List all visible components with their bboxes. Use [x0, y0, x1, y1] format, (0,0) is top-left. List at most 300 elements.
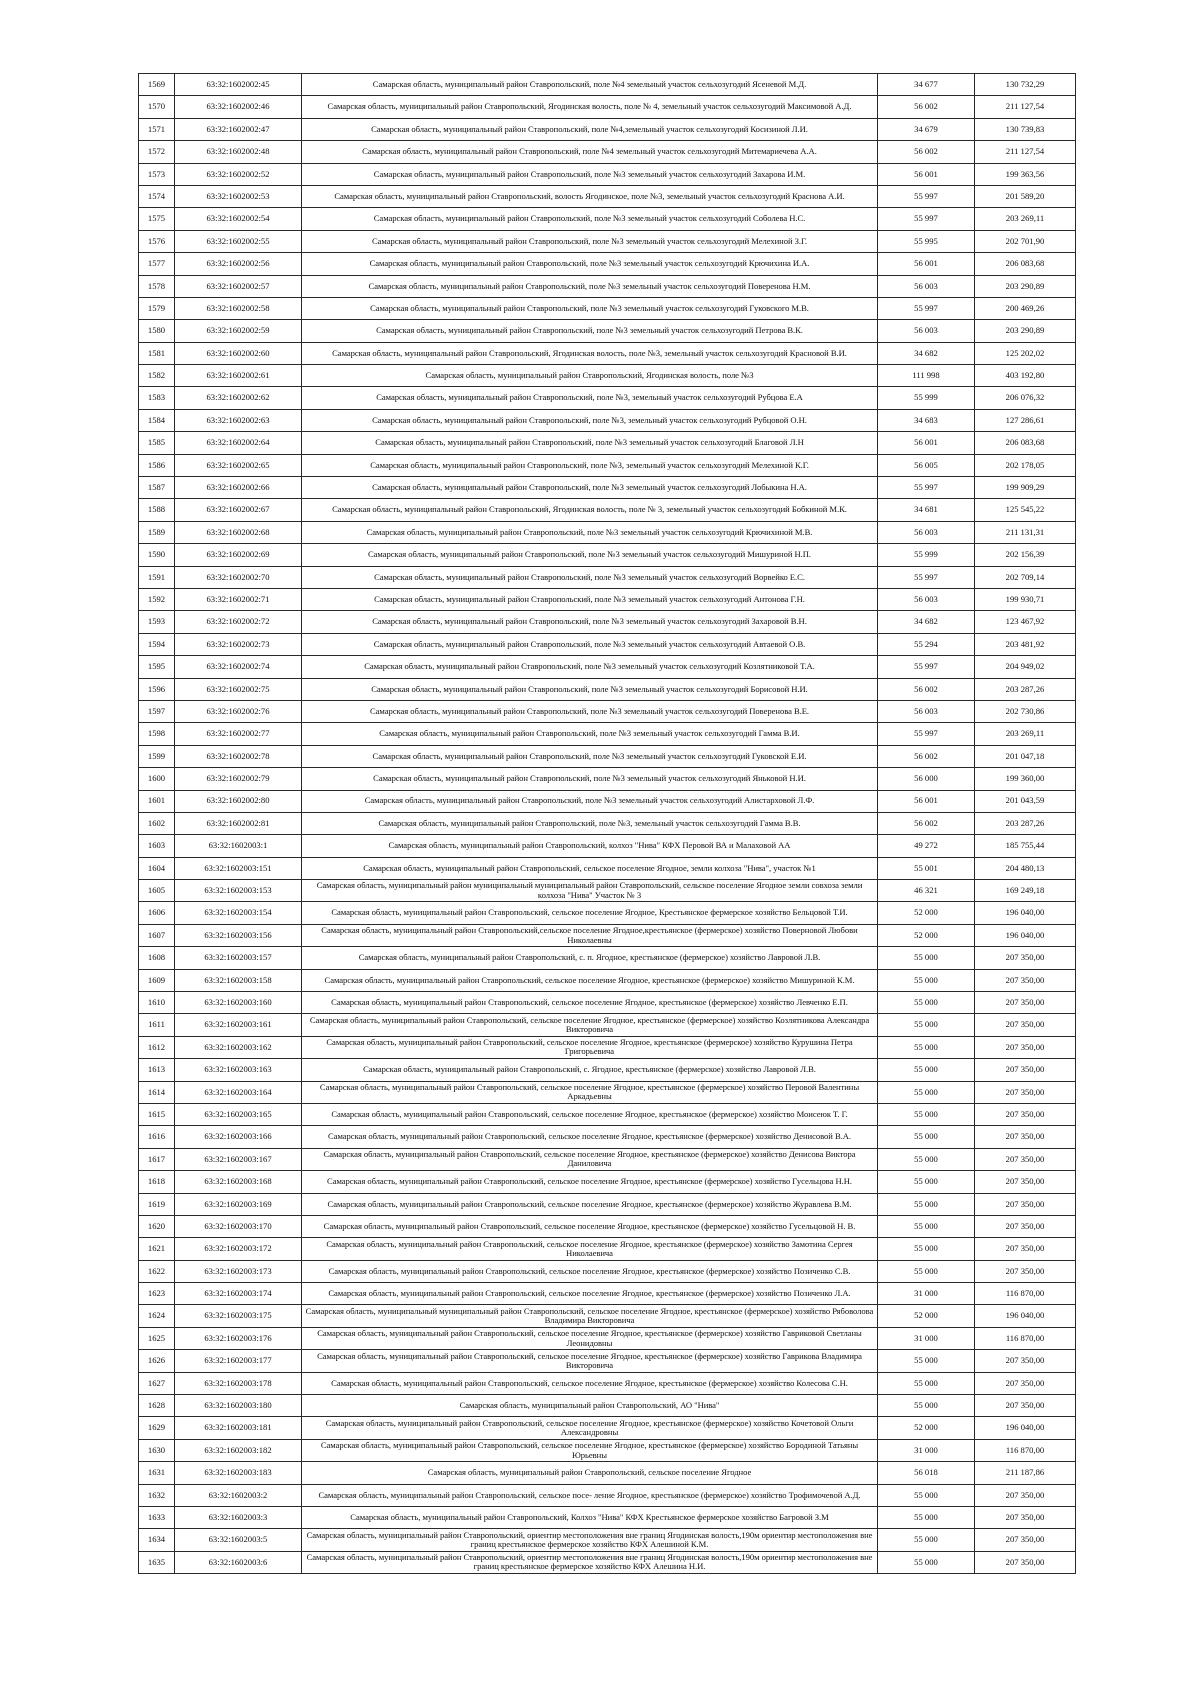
table-row	[139, 1462, 1076, 1484]
address-cell: Самарская область, муниципальный район Ставропольский, сельское поселение Ягодное, крестьянское (фермерское) хозяйство Позиченко Л.А.	[302, 1283, 878, 1305]
area-cell: 55 001	[878, 857, 975, 879]
cadastral-value-cell: 202 701,90	[975, 230, 1076, 252]
cadastral-number-cell: 63:32:1602003:160	[175, 992, 302, 1014]
cadastral-value-cell: 203 290,89	[975, 275, 1076, 297]
cadastral-number-cell: 63:32:1602003:169	[175, 1193, 302, 1215]
row-number-cell: 1624	[139, 1305, 175, 1327]
cadastral-number-cell: 63:32:1602002:45	[175, 74, 302, 96]
row-number-cell: 1598	[139, 723, 175, 745]
area-cell: 55 000	[878, 1215, 975, 1237]
cadastral-value-cell: 211 187,86	[975, 1462, 1076, 1484]
cadastral-number-cell: 63:32:1602003:170	[175, 1215, 302, 1237]
address-cell: Самарская область, муниципальный район Ставропольский, поле №3, земельный участок сельхозугодий Гамма В.В.	[302, 812, 878, 834]
cadastral-number-cell: 63:32:1602002:70	[175, 566, 302, 588]
cadastral-value-cell: 203 290,89	[975, 320, 1076, 342]
cadastral-number-cell: 63:32:1602002:67	[175, 499, 302, 521]
cadastral-number-cell: 63:32:1602002:76	[175, 700, 302, 722]
table-row	[139, 297, 1076, 319]
area-cell: 55 000	[878, 1171, 975, 1193]
cadastral-value-cell: 201 589,20	[975, 185, 1076, 207]
address-cell: Самарская область, муниципальный район Ставропольский, сельское поселение Ягодное, земли колхоза "Нива", участок №1	[302, 857, 878, 879]
table-row	[139, 745, 1076, 767]
address-cell: Самарская область, муниципальный район Ставропольский, поле №3 земельный участок сельхозугодий Крючихина И.А.	[302, 253, 878, 275]
cadastral-number-cell: 63:32:1602002:63	[175, 409, 302, 431]
area-cell: 56 002	[878, 812, 975, 834]
address-cell: Самарская область, муниципальный район Ставропольский, поле №3 земельный участок сельхозугодий Крючихиной М.В.	[302, 521, 878, 543]
cadastral-value-cell: 207 350,00	[975, 992, 1076, 1014]
row-number-cell: 1585	[139, 432, 175, 454]
row-number-cell: 1581	[139, 342, 175, 364]
row-number-cell: 1602	[139, 812, 175, 834]
cadastral-value-cell: 207 350,00	[975, 1148, 1076, 1170]
area-cell: 55 997	[878, 723, 975, 745]
cadastral-value-cell: 203 481,92	[975, 633, 1076, 655]
area-cell: 34 681	[878, 499, 975, 521]
table-row	[139, 1215, 1076, 1237]
cadastral-value-cell: 204 480,13	[975, 857, 1076, 879]
cadastral-number-cell: 63:32:1602003:1	[175, 835, 302, 857]
row-number-cell: 1629	[139, 1417, 175, 1439]
row-number-cell: 1577	[139, 253, 175, 275]
cadastral-number-cell: 63:32:1602003:167	[175, 1148, 302, 1170]
table-row	[139, 230, 1076, 252]
address-cell: Самарская область, муниципальный район Ставропольский, поле №3, земельный участок сельхозугодий Рубцовой О.Н.	[302, 409, 878, 431]
cadastral-value-cell: 196 040,00	[975, 1417, 1076, 1439]
address-cell: Самарская область, муниципальный район Ставропольский, с. п. Ягодное, крестьянское (фермерское) хозяйство Лавровой Л.В.	[302, 947, 878, 969]
cadastral-value-cell: 125 545,22	[975, 499, 1076, 521]
area-cell: 55 000	[878, 1238, 975, 1260]
address-cell: Самарская область, муниципальный район Ставропольский, Колхоз "Нива" КФХ Крестьянское фермерское хозяйство Багровой З.М	[302, 1507, 878, 1529]
row-number-cell: 1600	[139, 768, 175, 790]
table-row	[139, 880, 1076, 902]
cadastral-value-cell: 207 350,00	[975, 1193, 1076, 1215]
cadastral-number-cell: 63:32:1602002:74	[175, 656, 302, 678]
row-number-cell: 1572	[139, 141, 175, 163]
table-row	[139, 1395, 1076, 1417]
table-row	[139, 275, 1076, 297]
row-number-cell: 1575	[139, 208, 175, 230]
area-cell: 46 321	[878, 880, 975, 902]
area-cell: 55 000	[878, 1529, 975, 1551]
cadastral-number-cell: 63:32:1602003:183	[175, 1462, 302, 1484]
address-cell: Самарская область, муниципальный район Ставропольский, сельское поселение Ягодное, крестьянское (фермерское) хозяйство Гаврикова Владимира Викторовича	[302, 1350, 878, 1372]
area-cell: 55 997	[878, 208, 975, 230]
cadastral-value-cell: 203 269,11	[975, 208, 1076, 230]
row-number-cell: 1628	[139, 1395, 175, 1417]
area-cell: 56 003	[878, 588, 975, 610]
cadastral-number-cell: 63:32:1602003:5	[175, 1529, 302, 1551]
area-cell: 55 000	[878, 992, 975, 1014]
address-cell: Самарская область, муниципальный район Ставропольский, сельское поселение Ягодное, крестьянское (фермерское) хозяйство Денисовой В.А.	[302, 1126, 878, 1148]
table-row	[139, 835, 1076, 857]
table-row	[139, 1171, 1076, 1193]
table-row	[139, 633, 1076, 655]
address-cell: Самарская область, муниципальный район Ставропольский, поле №3 земельный участок сельхозугодий Гуковской Е.И.	[302, 745, 878, 767]
cadastral-number-cell: 63:32:1602003:6	[175, 1551, 302, 1573]
table-row	[139, 1283, 1076, 1305]
table-row	[139, 1260, 1076, 1282]
cadastral-number-cell: 63:32:1602003:172	[175, 1238, 302, 1260]
area-cell: 55 997	[878, 477, 975, 499]
cadastral-value-cell: 204 949,02	[975, 656, 1076, 678]
cadastral-number-cell: 63:32:1602002:80	[175, 790, 302, 812]
table-row	[139, 1059, 1076, 1081]
address-cell: Самарская область, муниципальный район Ставропольский, колхоз "Нива" КФХ Перовой ВА и Малаховой АА	[302, 835, 878, 857]
row-number-cell: 1579	[139, 297, 175, 319]
cadastral-number-cell: 63:32:1602003:2	[175, 1484, 302, 1506]
area-cell: 31 000	[878, 1327, 975, 1349]
table-row	[139, 1484, 1076, 1506]
area-cell: 55 000	[878, 1081, 975, 1103]
cadastral-value-cell: 202 156,39	[975, 544, 1076, 566]
row-number-cell: 1611	[139, 1014, 175, 1036]
table-row	[139, 1417, 1076, 1439]
table-row	[139, 544, 1076, 566]
table-row	[139, 1036, 1076, 1058]
cadastral-number-cell: 63:32:1602003:175	[175, 1305, 302, 1327]
address-cell: Самарская область, муниципальный район Ставропольский, сельское поселение Ягодное, крестьянское (фермерское) хозяйство Левченко Е.П.	[302, 992, 878, 1014]
table-row	[139, 723, 1076, 745]
cadastral-number-cell: 63:32:1602003:3	[175, 1507, 302, 1529]
table-row	[139, 1014, 1076, 1036]
area-cell: 55 997	[878, 185, 975, 207]
address-cell: Самарская область, муниципальный район Ставропольский, сельское поселение Ягодное, крестьянское (фермерское) хозяйство Курушина Петра Григорьевича	[302, 1036, 878, 1058]
table-row	[139, 611, 1076, 633]
cadastral-value-cell: 207 350,00	[975, 1484, 1076, 1506]
cadastral-number-cell: 63:32:1602002:68	[175, 521, 302, 543]
area-cell: 56 003	[878, 275, 975, 297]
cadastral-value-cell: 125 202,02	[975, 342, 1076, 364]
cadastral-value-cell: 207 350,00	[975, 1372, 1076, 1394]
area-cell: 55 000	[878, 1551, 975, 1573]
area-cell: 55 997	[878, 656, 975, 678]
row-number-cell: 1576	[139, 230, 175, 252]
address-cell: Самарская область, муниципальный район Ставропольский, ориентир местоположения вне границ Ягодинская волость,190м ориентир местоположения вне границ крестьянское фермерское хозяйство КФХ Алешина Н.И.	[302, 1551, 878, 1573]
cadastral-value-cell: 196 040,00	[975, 902, 1076, 924]
cadastral-value-cell: 196 040,00	[975, 1305, 1076, 1327]
cadastral-value-cell: 203 287,26	[975, 812, 1076, 834]
cadastral-value-cell: 202 730,86	[975, 700, 1076, 722]
cadastral-number-cell: 63:32:1602002:69	[175, 544, 302, 566]
row-number-cell: 1615	[139, 1103, 175, 1125]
table-row	[139, 499, 1076, 521]
cadastral-value-cell: 116 870,00	[975, 1439, 1076, 1461]
row-number-cell: 1591	[139, 566, 175, 588]
table-row	[139, 477, 1076, 499]
address-cell: Самарская область, муниципальный район Ставропольский, сельское поселение Ягодное, крестьянское (фермерское) хозяйство Позиченко С.В.	[302, 1260, 878, 1282]
area-cell: 56 003	[878, 521, 975, 543]
cadastral-value-cell: 169 249,18	[975, 880, 1076, 902]
cadastral-value-cell: 207 350,00	[975, 1529, 1076, 1551]
row-number-cell: 1635	[139, 1551, 175, 1573]
table-body	[139, 74, 1076, 1574]
cadastral-number-cell: 63:32:1602002:66	[175, 477, 302, 499]
row-number-cell: 1583	[139, 387, 175, 409]
cadastral-number-cell: 63:32:1602003:154	[175, 902, 302, 924]
row-number-cell: 1584	[139, 409, 175, 431]
cadastral-number-cell: 63:32:1602002:46	[175, 96, 302, 118]
cadastral-number-cell: 63:32:1602002:62	[175, 387, 302, 409]
row-number-cell: 1571	[139, 118, 175, 140]
area-cell: 34 682	[878, 342, 975, 364]
cadastral-number-cell: 63:32:1602003:176	[175, 1327, 302, 1349]
row-number-cell: 1627	[139, 1372, 175, 1394]
area-cell: 55 000	[878, 1372, 975, 1394]
cadastral-number-cell: 63:32:1602002:54	[175, 208, 302, 230]
address-cell: Самарская область, муниципальный район Ставропольский, ориентир местоположения вне границ Ягодинская волость,190м ориентир местоположения вне границ крестьянское фермерское хозяйство КФХ Алешиной К.М.	[302, 1529, 878, 1551]
cadastral-number-cell: 63:32:1602002:78	[175, 745, 302, 767]
document-page	[138, 73, 1076, 1574]
address-cell: Самарская область, муниципальный район Ставропольский, поле №3 земельный участок сельхозугодий Гамма В.И.	[302, 723, 878, 745]
area-cell: 56 002	[878, 745, 975, 767]
area-cell: 55 999	[878, 544, 975, 566]
cadastral-value-cell: 207 350,00	[975, 1081, 1076, 1103]
cadastral-value-cell: 123 467,92	[975, 611, 1076, 633]
row-number-cell: 1618	[139, 1171, 175, 1193]
cadastral-value-cell: 130 732,29	[975, 74, 1076, 96]
row-number-cell: 1607	[139, 924, 175, 946]
area-cell: 56 005	[878, 454, 975, 476]
address-cell: Самарская область, муниципальный район Ставропольский, сельское поселение Ягодное, крестьянское (фермерское) хозяйство Бородиной Татьяны Юрьевны	[302, 1439, 878, 1461]
cadastral-number-cell: 63:32:1602003:158	[175, 969, 302, 991]
table-row	[139, 947, 1076, 969]
cadastral-value-cell: 130 739,83	[975, 118, 1076, 140]
table-row	[139, 454, 1076, 476]
table-row	[139, 409, 1076, 431]
address-cell: Самарская область, муниципальный район Ставропольский, поле №3 земельный участок сельхозугодий Захаровой В.Н.	[302, 611, 878, 633]
address-cell: Самарская область, муниципальный район Ставропольский, сельское поселение Ягодное, Крестьянское фермерское хозяйство Бельцовой Т.И.	[302, 902, 878, 924]
address-cell: Самарская область, муниципальный район Ставропольский, поле №3 земельный участок сельхозугодий Козлятниковой Т.А.	[302, 656, 878, 678]
cadastral-number-cell: 63:32:1602003:180	[175, 1395, 302, 1417]
row-number-cell: 1631	[139, 1462, 175, 1484]
table-row	[139, 432, 1076, 454]
table-row	[139, 924, 1076, 946]
address-cell: Самарская область, муниципальный район Ставропольский, сельское поселение Ягодное, крестьянское (фермерское) хозяйство Замотина Сергея Николаевича	[302, 1238, 878, 1260]
area-cell: 55 000	[878, 1148, 975, 1170]
area-cell: 56 002	[878, 141, 975, 163]
address-cell: Самарская область, муниципальный район Ставропольский, поле №3 земельный участок сельхозугодий Мелехиной З.Г.	[302, 230, 878, 252]
cadastral-value-cell: 199 363,56	[975, 163, 1076, 185]
cadastral-number-cell: 63:32:1602003:164	[175, 1081, 302, 1103]
row-number-cell: 1595	[139, 656, 175, 678]
cadastral-value-cell: 206 076,32	[975, 387, 1076, 409]
area-cell: 55 000	[878, 947, 975, 969]
address-cell: Самарская область, муниципальный район Ставропольский, поле №3 земельный участок сельхозугодий Захарова И.М.	[302, 163, 878, 185]
cadastral-value-cell: 207 350,00	[975, 1238, 1076, 1260]
address-cell: Самарская область, муниципальный муниципальный район Ставропольский, сельское поселение Ягодное, крестьянское (фермерское) хозяйство Рябоволова Владимира Викторовича	[302, 1305, 878, 1327]
address-cell: Самарская область, муниципальный район Ставропольский, поле №4 земельный участок сельхозугодий Ясеневой М.Д.	[302, 74, 878, 96]
row-number-cell: 1599	[139, 745, 175, 767]
area-cell: 31 000	[878, 1283, 975, 1305]
address-cell: Самарская область, муниципальный район Ставропольский, Ягодинская волость, поле №3	[302, 365, 878, 387]
row-number-cell: 1593	[139, 611, 175, 633]
cadastral-value-cell: 206 083,68	[975, 432, 1076, 454]
address-cell: Самарская область, муниципальный район Ставропольский, сельское посе- ление Ягодное, крестьянское (фермерское) хозяйство Трофимочевой А.Д.	[302, 1484, 878, 1506]
cadastral-number-cell: 63:32:1602002:65	[175, 454, 302, 476]
area-cell: 56 002	[878, 678, 975, 700]
address-cell: Самарская область, муниципальный район Ставропольский, сельское поселение Ягодное, крестьянское (фермерское) хозяйство Мишуриной К.М.	[302, 969, 878, 991]
cadastral-value-cell: 207 350,00	[975, 1350, 1076, 1372]
address-cell: Самарская область, муниципальный район Ставропольский, поле №4 земельный участок сельхозугодий Митемариечева А.А.	[302, 141, 878, 163]
cadastral-number-cell: 63:32:1602002:64	[175, 432, 302, 454]
row-number-cell: 1594	[139, 633, 175, 655]
table-row	[139, 678, 1076, 700]
area-cell: 55 997	[878, 566, 975, 588]
row-number-cell: 1610	[139, 992, 175, 1014]
cadastral-number-cell: 63:32:1602003:168	[175, 1171, 302, 1193]
area-cell: 55 000	[878, 1350, 975, 1372]
cadastral-number-cell: 63:32:1602002:61	[175, 365, 302, 387]
table-row	[139, 208, 1076, 230]
land-registry-table	[138, 73, 1076, 1574]
table-row	[139, 790, 1076, 812]
table-row	[139, 1507, 1076, 1529]
table-row	[139, 1551, 1076, 1573]
cadastral-number-cell: 63:32:1602002:72	[175, 611, 302, 633]
area-cell: 55 000	[878, 1484, 975, 1506]
table-row	[139, 387, 1076, 409]
cadastral-value-cell: 127 286,61	[975, 409, 1076, 431]
address-cell: Самарская область, муниципальный район Ставропольский, сельское поселение Ягодное, крестьянское (фермерское) хозяйство Перовой Валентины Аркадьевны	[302, 1081, 878, 1103]
area-cell: 55 000	[878, 1036, 975, 1058]
cadastral-value-cell: 207 350,00	[975, 1126, 1076, 1148]
row-number-cell: 1625	[139, 1327, 175, 1349]
row-number-cell: 1616	[139, 1126, 175, 1148]
table-row	[139, 141, 1076, 163]
cadastral-value-cell: 207 350,00	[975, 969, 1076, 991]
address-cell: Самарская область, муниципальный район Ставропольский, Ягодинская волость, поле № 4, земельный участок сельхозугодий Максимовой А.Д.	[302, 96, 878, 118]
cadastral-value-cell: 200 469,26	[975, 297, 1076, 319]
table-row	[139, 700, 1076, 722]
area-cell: 55 999	[878, 387, 975, 409]
table-row	[139, 1327, 1076, 1349]
area-cell: 52 000	[878, 1305, 975, 1327]
table-row	[139, 118, 1076, 140]
cadastral-number-cell: 63:32:1602003:166	[175, 1126, 302, 1148]
cadastral-number-cell: 63:32:1602002:58	[175, 297, 302, 319]
row-number-cell: 1580	[139, 320, 175, 342]
cadastral-number-cell: 63:32:1602003:161	[175, 1014, 302, 1036]
area-cell: 34 677	[878, 74, 975, 96]
area-cell: 56 000	[878, 768, 975, 790]
address-cell: Самарская область, муниципальный район Ставропольский, поле №3, земельный участок сельхозугодий Мелехиной К.Г.	[302, 454, 878, 476]
area-cell: 55 000	[878, 1395, 975, 1417]
row-number-cell: 1630	[139, 1439, 175, 1461]
cadastral-value-cell: 201 047,18	[975, 745, 1076, 767]
cadastral-number-cell: 63:32:1602002:47	[175, 118, 302, 140]
cadastral-number-cell: 63:32:1602002:48	[175, 141, 302, 163]
row-number-cell: 1592	[139, 588, 175, 610]
row-number-cell: 1614	[139, 1081, 175, 1103]
cadastral-value-cell: 211 131,31	[975, 521, 1076, 543]
row-number-cell: 1622	[139, 1260, 175, 1282]
cadastral-value-cell: 207 350,00	[975, 1260, 1076, 1282]
cadastral-value-cell: 211 127,54	[975, 96, 1076, 118]
table-row	[139, 1148, 1076, 1170]
area-cell: 56 003	[878, 320, 975, 342]
cadastral-value-cell: 116 870,00	[975, 1327, 1076, 1349]
table-row	[139, 320, 1076, 342]
area-cell: 56 001	[878, 432, 975, 454]
cadastral-value-cell: 201 043,59	[975, 790, 1076, 812]
table-row	[139, 588, 1076, 610]
area-cell: 56 018	[878, 1462, 975, 1484]
cadastral-value-cell: 207 350,00	[975, 1103, 1076, 1125]
address-cell: Самарская область, муниципальный район Ставропольский, волость Ягодинское, поле №3, земельный участок сельхозугодий Краснова А.И.	[302, 185, 878, 207]
cadastral-number-cell: 63:32:1602003:163	[175, 1059, 302, 1081]
area-cell: 49 272	[878, 835, 975, 857]
row-number-cell: 1590	[139, 544, 175, 566]
cadastral-number-cell: 63:32:1602003:182	[175, 1439, 302, 1461]
table-row	[139, 185, 1076, 207]
table-row	[139, 656, 1076, 678]
address-cell: Самарская область, муниципальный район Ставропольский, поле №3 земельный участок сельхозугодий Лобыкина Н.А.	[302, 477, 878, 499]
table-row	[139, 1439, 1076, 1461]
cadastral-value-cell: 207 350,00	[975, 1395, 1076, 1417]
cadastral-number-cell: 63:32:1602002:53	[175, 185, 302, 207]
cadastral-value-cell: 207 350,00	[975, 1059, 1076, 1081]
row-number-cell: 1603	[139, 835, 175, 857]
cadastral-number-cell: 63:32:1602002:81	[175, 812, 302, 834]
cadastral-value-cell: 202 709,14	[975, 566, 1076, 588]
cadastral-value-cell: 199 930,71	[975, 588, 1076, 610]
cadastral-number-cell: 63:32:1602002:77	[175, 723, 302, 745]
table-row	[139, 1103, 1076, 1125]
row-number-cell: 1609	[139, 969, 175, 991]
cadastral-value-cell: 207 350,00	[975, 947, 1076, 969]
table-row	[139, 342, 1076, 364]
table-row	[139, 1305, 1076, 1327]
area-cell: 55 000	[878, 1507, 975, 1529]
row-number-cell: 1621	[139, 1238, 175, 1260]
address-cell: Самарская область, муниципальный район Ставропольский, поле №3 земельный участок сельхозугодий Мишуриной Н.П.	[302, 544, 878, 566]
table-row	[139, 1529, 1076, 1551]
cadastral-number-cell: 63:32:1602003:174	[175, 1283, 302, 1305]
row-number-cell: 1623	[139, 1283, 175, 1305]
cadastral-number-cell: 63:32:1602003:153	[175, 880, 302, 902]
row-number-cell: 1619	[139, 1193, 175, 1215]
address-cell: Самарская область, муниципальный район Ставропольский, поле №3 земельный участок сельхозугодий Ворвейко Е.С.	[302, 566, 878, 588]
area-cell: 34 679	[878, 118, 975, 140]
row-number-cell: 1632	[139, 1484, 175, 1506]
row-number-cell: 1570	[139, 96, 175, 118]
table-row	[139, 1372, 1076, 1394]
cadastral-number-cell: 63:32:1602002:57	[175, 275, 302, 297]
address-cell: Самарская область, муниципальный район Ставропольский, сельское поселение Ягодное, крестьянское (фермерское) хозяйство Колесова С.Н.	[302, 1372, 878, 1394]
area-cell: 56 003	[878, 700, 975, 722]
address-cell: Самарская область, муниципальный район Ставропольский, АО "Нива"	[302, 1395, 878, 1417]
address-cell: Самарская область, муниципальный район Ставропольский, сельское поселение Ягодное, крестьянское (фермерское) хозяйство Кочетовой Ольги Александровны	[302, 1417, 878, 1439]
row-number-cell: 1589	[139, 521, 175, 543]
cadastral-value-cell: 207 350,00	[975, 1551, 1076, 1573]
cadastral-number-cell: 63:32:1602003:165	[175, 1103, 302, 1125]
table-row	[139, 96, 1076, 118]
table-row	[139, 768, 1076, 790]
address-cell: Самарская область, муниципальный район Ставропольский, поле №3 земельный участок сельхозугодий Петрова В.К.	[302, 320, 878, 342]
area-cell: 55 000	[878, 1126, 975, 1148]
row-number-cell: 1582	[139, 365, 175, 387]
row-number-cell: 1604	[139, 857, 175, 879]
area-cell: 111 998	[878, 365, 975, 387]
row-number-cell: 1605	[139, 880, 175, 902]
area-cell: 52 000	[878, 902, 975, 924]
table-row	[139, 521, 1076, 543]
area-cell: 55 294	[878, 633, 975, 655]
address-cell: Самарская область, муниципальный район муниципальный муниципальный район Ставропольский, сельское поселение Ягодное земли совхоза земли колхоза "Нива" Участок № 3	[302, 880, 878, 902]
cadastral-value-cell: 207 350,00	[975, 1171, 1076, 1193]
table-row	[139, 902, 1076, 924]
table-row	[139, 253, 1076, 275]
